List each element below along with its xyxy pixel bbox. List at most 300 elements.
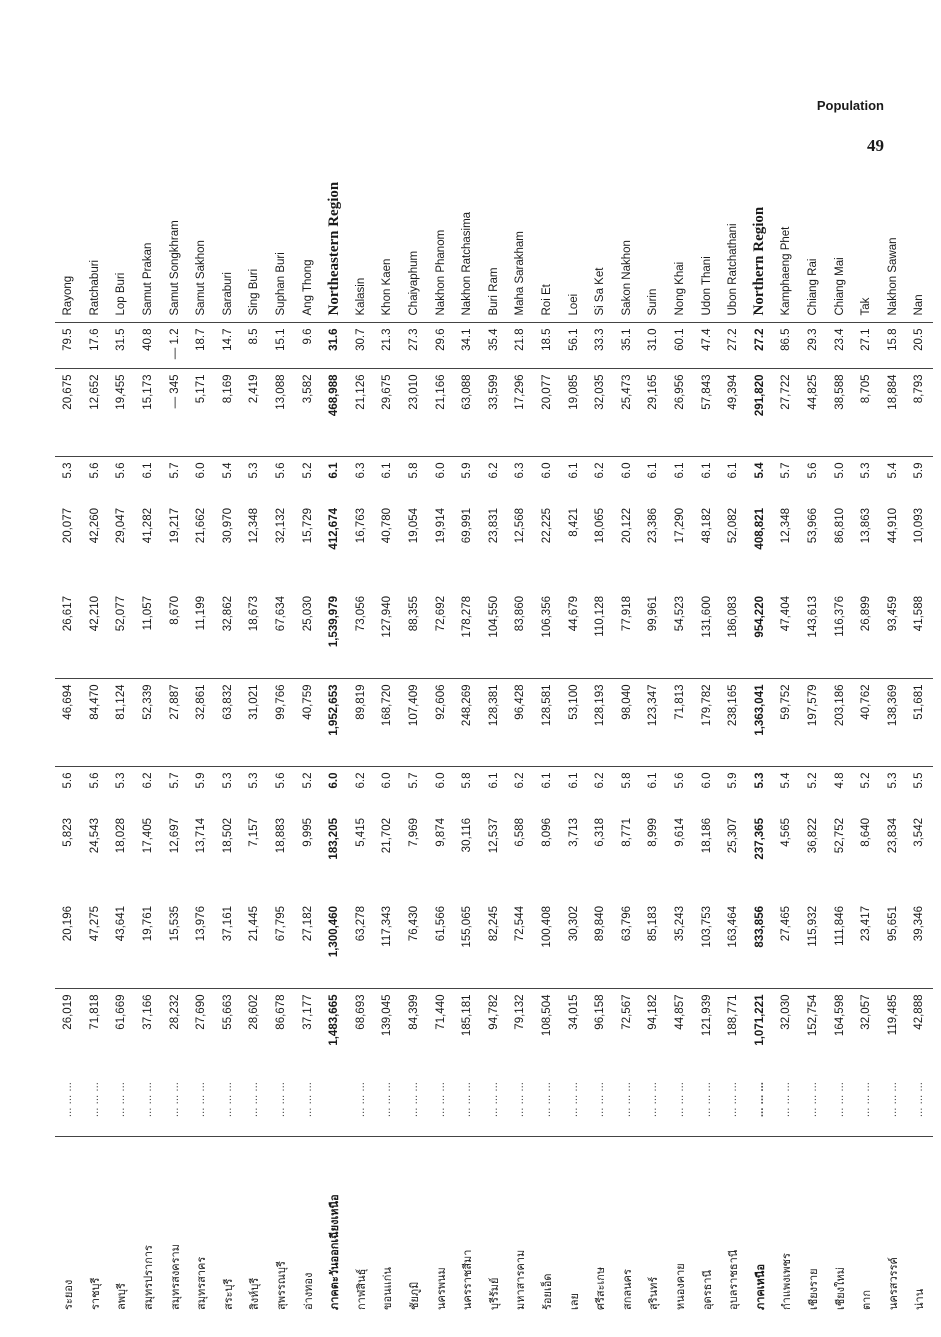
total-1970: 1,363,041	[746, 679, 773, 767]
total-1960: 34,015	[560, 989, 587, 1077]
rural-1960: 155,065	[461, 906, 474, 948]
leader-dots: ... ... ...	[354, 1082, 367, 1118]
total-1960: 86,678	[268, 989, 295, 1077]
table-row	[215, 153, 242, 1315]
table-row	[135, 153, 162, 1315]
rural-1970: 186,083	[727, 596, 740, 638]
rural-1970: 110,128	[594, 596, 607, 637]
table-row	[82, 153, 109, 1315]
change-number: 5,171	[188, 369, 215, 457]
total-1960: 121,939	[693, 989, 720, 1077]
change-number: 17,296	[507, 369, 534, 457]
table-row	[667, 153, 694, 1315]
change-number: 19,455	[108, 369, 135, 457]
household-size-1970: 6.2	[587, 457, 614, 503]
total-1970: 46,694	[55, 679, 82, 767]
change-percent: 27.3	[401, 323, 428, 369]
change-percent: 21.3	[374, 323, 401, 369]
rural-1960: 61,566	[434, 906, 447, 942]
province-name-thai: สุรินทร์	[640, 1137, 667, 1315]
total-1960: 72,567	[613, 989, 640, 1077]
change-number: 63,088	[454, 369, 481, 457]
urban-1970: 69,991	[461, 508, 474, 544]
urban-1960: 17,405	[142, 818, 155, 854]
change-number: 12,652	[82, 369, 109, 457]
leader-dots: ... ... ...	[913, 1082, 926, 1118]
change-number: 25,473	[613, 369, 640, 457]
leader-dots: ... ... ...	[381, 1082, 394, 1118]
change-percent: 18.5	[534, 323, 561, 369]
household-size-1960: 5.7	[401, 767, 428, 813]
province-name-thai: มหาสารคาม	[507, 1137, 534, 1315]
urban-1960: 7,157	[248, 818, 261, 847]
change-percent: 35.4	[481, 323, 508, 369]
province-name-english: Surin	[640, 153, 667, 323]
household-size-1960: 5.3	[108, 767, 135, 813]
household-size-1960: 5.2	[294, 767, 321, 813]
total-1960: 37,177	[294, 989, 321, 1077]
leader-dots: ... ... ...	[434, 1082, 447, 1118]
total-1970: 98,040	[613, 679, 640, 767]
leader-dots: ... ... ...	[620, 1082, 633, 1118]
leader-dots	[321, 1077, 348, 1137]
urban-1970: 19,914	[434, 508, 447, 544]
population-table-frame	[55, 175, 927, 1315]
province-name-thai: ชัยภูมิ	[401, 1137, 428, 1315]
change-number: 18,884	[879, 369, 906, 457]
rural-1970: 8,670	[168, 596, 181, 625]
total-1960: 188,771	[720, 989, 747, 1077]
urban-1970: 44,910	[886, 508, 899, 544]
rural-1960: 13,976	[195, 906, 208, 942]
province-name-thai: อุบลราชธานี	[720, 1137, 747, 1315]
household-size-1970: 6.0	[613, 457, 640, 503]
province-name-english: Samut Songkhram	[161, 153, 188, 323]
urban-1970: 53,966	[806, 508, 819, 544]
rural-1960: 72,544	[514, 906, 527, 942]
household-size-1960: 5.6	[55, 767, 82, 813]
total-1960: 61,669	[108, 989, 135, 1077]
household-size-1960: 6.0	[693, 767, 720, 813]
urban-1960: 8,771	[620, 818, 633, 847]
total-1960: 32,030	[773, 989, 800, 1077]
change-percent: 56.1	[560, 323, 587, 369]
urban-1960: 6,318	[594, 818, 607, 847]
change-percent: 35.1	[613, 323, 640, 369]
change-number: 38,588	[826, 369, 853, 457]
population-table	[55, 153, 933, 1315]
urban-1960: 3,713	[567, 818, 580, 847]
province-name-english: Kamphaeng Phet	[773, 153, 800, 323]
total-1960: 42,888	[906, 989, 933, 1077]
urban-1970: 12,348	[780, 508, 793, 544]
change-number: 26,956	[667, 369, 694, 457]
change-number: 29,165	[640, 369, 667, 457]
rural-1960: 1,300,460	[328, 906, 341, 958]
urban-1960: 13,714	[195, 818, 208, 854]
change-percent: 31.5	[108, 323, 135, 369]
urban-1960: 8,096	[540, 818, 553, 847]
leader-dots: ... ... ...	[567, 1082, 580, 1118]
rural-1960: 111,846	[833, 906, 846, 946]
leader-dots: ... ... ...	[301, 1082, 314, 1118]
table-row	[720, 153, 747, 1315]
household-size-1960: 6.1	[640, 767, 667, 813]
region-row	[746, 153, 773, 1315]
urban-1960: 8,640	[860, 818, 873, 847]
household-size-1960: 5.9	[188, 767, 215, 813]
change-number: 3,582	[294, 369, 321, 457]
household-size-1970: 6.1	[374, 457, 401, 503]
total-1970: 197,579	[800, 679, 827, 767]
household-size-1960: 5.3	[241, 767, 268, 813]
province-name-thai: ภาคเหนือ	[746, 1137, 773, 1315]
total-1970: 59,752	[773, 679, 800, 767]
table-row	[374, 153, 401, 1315]
total-1960: 71,440	[427, 989, 454, 1077]
household-size-1960: 5.3	[879, 767, 906, 813]
change-percent: 34.1	[454, 323, 481, 369]
total-1970: 27,887	[161, 679, 188, 767]
change-percent: 30.7	[348, 323, 375, 369]
province-name-thai: นครราชสีมา	[454, 1137, 481, 1315]
total-1970: 81,124	[108, 679, 135, 767]
total-1960: 1,071,221	[746, 989, 773, 1077]
household-size-1970: 5.3	[241, 457, 268, 503]
total-1970: 179,782	[693, 679, 720, 767]
household-size-1970: 5.4	[879, 457, 906, 503]
total-1960: 68,693	[348, 989, 375, 1077]
province-name-thai: บุรีรัมย์	[481, 1137, 508, 1315]
rural-1960: 82,245	[487, 906, 500, 942]
urban-1970: 19,054	[408, 508, 421, 544]
urban-1960: 21,702	[381, 818, 394, 854]
leader-dots: ... ... ...	[168, 1082, 181, 1118]
province-name-thai: สมุทรสงคราม	[161, 1137, 188, 1315]
urban-1970: 41,282	[142, 508, 155, 544]
rural-1960: 37,161	[221, 906, 234, 942]
change-percent: 23.4	[826, 323, 853, 369]
province-name-thai: อุดรธานี	[693, 1137, 720, 1315]
urban-1970: 30,970	[221, 508, 234, 544]
rural-1970: 1,539,979	[328, 596, 341, 648]
leader-dots: ... ... ...	[195, 1082, 208, 1118]
leader-dots: ... ... ...	[540, 1082, 553, 1118]
total-1960: 108,504	[534, 989, 561, 1077]
rural-1970: 954,220	[753, 596, 766, 638]
total-1960: 94,182	[640, 989, 667, 1077]
urban-1960: 9,995	[301, 818, 314, 847]
rural-1960: 19,761	[142, 906, 155, 942]
rural-1970: 106,356	[540, 596, 553, 638]
province-name-english: Nan	[906, 153, 933, 323]
table-row	[906, 153, 933, 1315]
urban-1960: 7,969	[408, 818, 421, 847]
urban-1960: 5,823	[62, 818, 75, 847]
household-size-1970: 6.1	[321, 457, 348, 503]
urban-1970: 17,290	[673, 508, 686, 544]
change-percent: 31.6	[321, 323, 348, 369]
urban-1970: 19,217	[168, 508, 181, 544]
rural-1960: 30,302	[567, 906, 580, 942]
change-number: 19,085	[560, 369, 587, 457]
urban-1970: 18,065	[594, 508, 607, 544]
urban-1970: 22,225	[540, 508, 553, 544]
table-row	[853, 153, 880, 1315]
rural-1960: 15,535	[168, 906, 181, 942]
urban-1960: 4,565	[780, 818, 793, 847]
urban-1960: 18,502	[221, 818, 234, 854]
leader-dots: ... ... ...	[833, 1082, 846, 1118]
province-name-thai: นครพนม	[427, 1137, 454, 1315]
province-name-english: Buri Ram	[481, 153, 508, 323]
table-row	[294, 153, 321, 1315]
rural-1970: 77,918	[620, 596, 633, 632]
rural-1960: 63,278	[354, 906, 367, 942]
urban-1970: 52,082	[727, 508, 740, 544]
household-size-1970: 5.9	[454, 457, 481, 503]
total-1970: 107,409	[401, 679, 428, 767]
urban-1970: 20,122	[620, 508, 633, 544]
total-1960: 84,399	[401, 989, 428, 1077]
province-name-thai: อ่างทอง	[294, 1137, 321, 1315]
leader-dots: ... ... ...	[248, 1082, 261, 1118]
change-percent: 9.6	[294, 323, 321, 369]
table-row	[268, 153, 295, 1315]
urban-1960: 237,365	[753, 818, 766, 860]
table-row	[454, 153, 481, 1315]
change-number: 20,675	[55, 369, 82, 457]
table-row	[826, 153, 853, 1315]
household-size-1970: 5.3	[55, 457, 82, 503]
province-name-thai: น่าน	[906, 1137, 933, 1315]
total-1960: 94,782	[481, 989, 508, 1077]
table-row	[693, 153, 720, 1315]
urban-1970: 29,047	[115, 508, 128, 544]
household-size-1960: 5.3	[746, 767, 773, 813]
province-name-english: Sing Buri	[241, 153, 268, 323]
urban-1960: 9,614	[673, 818, 686, 847]
change-number: 8,169	[215, 369, 242, 457]
rural-1970: 93,459	[886, 596, 899, 632]
urban-1960: 3,542	[913, 818, 926, 847]
rural-1960: 27,182	[301, 906, 314, 942]
rural-1970: 143,613	[806, 596, 819, 638]
province-name-english: Nakhon Ratchasima	[454, 153, 481, 323]
total-1970: 32,861	[188, 679, 215, 767]
total-1960: 55,663	[215, 989, 242, 1077]
change-percent: 31.0	[640, 323, 667, 369]
rural-1970: 104,550	[487, 596, 500, 638]
section-title: Population	[816, 98, 884, 113]
household-size-1970: 5.7	[773, 457, 800, 503]
table-body	[55, 153, 933, 1315]
province-name-english: Northeastern Region	[321, 153, 348, 323]
household-size-1970: 6.3	[348, 457, 375, 503]
table-row	[587, 153, 614, 1315]
table-row	[560, 153, 587, 1315]
rural-1970: 25,030	[301, 596, 314, 632]
urban-1970: 32,132	[275, 508, 288, 544]
rural-1960: 47,275	[88, 906, 101, 942]
province-name-english: Udon Thani	[693, 153, 720, 323]
rural-1970: 44,679	[567, 596, 580, 632]
leader-dots: ... ... ...	[142, 1082, 155, 1118]
household-size-1960: 6.0	[321, 767, 348, 813]
urban-1970: 8,421	[567, 508, 580, 537]
household-size-1970: 6.2	[481, 457, 508, 503]
total-1960: 119,485	[879, 989, 906, 1077]
change-percent: 60.1	[667, 323, 694, 369]
table-row	[800, 153, 827, 1315]
rural-1970: 54,523	[673, 596, 686, 632]
total-1960: 139,045	[374, 989, 401, 1077]
change-percent: 47.4	[693, 323, 720, 369]
table-row	[879, 153, 906, 1315]
province-name-english: Chiang Rai	[800, 153, 827, 323]
urban-1970: 40,780	[381, 508, 394, 544]
household-size-1960: 6.2	[507, 767, 534, 813]
table-row	[613, 153, 640, 1315]
household-size-1960: 4.8	[826, 767, 853, 813]
urban-1960: 18,186	[700, 818, 713, 854]
table-row	[640, 153, 667, 1315]
household-size-1960: 6.0	[374, 767, 401, 813]
total-1960: 28,602	[241, 989, 268, 1077]
table-row	[108, 153, 135, 1315]
table-row	[241, 153, 268, 1315]
urban-1960: 36,822	[806, 818, 819, 854]
change-percent: 27.2	[746, 323, 773, 369]
rural-1960: 39,346	[913, 906, 926, 942]
change-percent: 8.5	[241, 323, 268, 369]
leader-dots: ... ... ...	[727, 1082, 740, 1118]
urban-1960: 24,543	[88, 818, 101, 854]
leader-dots: ... ... ...	[806, 1082, 819, 1118]
urban-1960: 8,999	[647, 818, 660, 847]
household-size-1960: 5.6	[82, 767, 109, 813]
table-row	[348, 153, 375, 1315]
urban-1960: 12,537	[487, 818, 500, 854]
total-1970: 53,100	[560, 679, 587, 767]
rural-1970: 178,278	[461, 596, 474, 638]
household-size-1970: 5.6	[800, 457, 827, 503]
urban-1960: 12,697	[168, 818, 181, 854]
leader-dots: ... ... ...	[88, 1082, 101, 1118]
province-name-english: Samut Prakan	[135, 153, 162, 323]
total-1970: 1,952,653	[321, 679, 348, 767]
table-row	[55, 153, 82, 1315]
total-1960: 185,181	[454, 989, 481, 1077]
change-percent: 79.5	[55, 323, 82, 369]
household-size-1960: 6.2	[348, 767, 375, 813]
urban-1960: 25,307	[727, 818, 740, 854]
province-name-thai: เลย	[560, 1137, 587, 1315]
household-size-1960: 6.1	[481, 767, 508, 813]
province-name-english: Ratchaburi	[82, 153, 109, 323]
province-name-thai: ศรีสะเกษ	[587, 1137, 614, 1315]
leader-dots: ... ... ...	[115, 1082, 128, 1118]
table-row	[534, 153, 561, 1315]
province-name-thai: สุพรรณบุรี	[268, 1137, 295, 1315]
rural-1970: 73,056	[354, 596, 367, 632]
total-1970: 89,819	[348, 679, 375, 767]
total-1960: 79,132	[507, 989, 534, 1077]
rural-1970: 127,940	[381, 596, 394, 638]
province-name-english: Saraburi	[215, 153, 242, 323]
rural-1960: 20,196	[62, 906, 75, 942]
change-number: 57,843	[693, 369, 720, 457]
rural-1970: 116,376	[833, 596, 846, 637]
table-row	[161, 153, 188, 1315]
leader-dots: ... ... ...	[514, 1082, 527, 1118]
total-1970: 52,339	[135, 679, 162, 767]
change-number: 468,988	[321, 369, 348, 457]
change-percent: 29.6	[427, 323, 454, 369]
household-size-1970: 6.1	[560, 457, 587, 503]
province-name-english: Maha Sarakham	[507, 153, 534, 323]
province-name-thai: กำแพงเพชร	[773, 1137, 800, 1315]
total-1960: 96,158	[587, 989, 614, 1077]
rural-1960: 117,343	[381, 906, 394, 947]
change-percent: 86.5	[773, 323, 800, 369]
household-size-1960: 6.1	[534, 767, 561, 813]
rural-1970: 131,600	[700, 596, 713, 638]
province-name-english: Suphan Buri	[268, 153, 295, 323]
change-number: 32,035	[587, 369, 614, 457]
province-name-english: Chaiyaphum	[401, 153, 428, 323]
household-size-1970: 5.4	[746, 457, 773, 503]
change-percent: 17.6	[82, 323, 109, 369]
province-name-thai: ขอนแก่น	[374, 1137, 401, 1315]
household-size-1960: 5.5	[906, 767, 933, 813]
total-1970: 71,813	[667, 679, 694, 767]
leader-dots: ... ... ...	[860, 1082, 873, 1118]
change-percent: 15.8	[879, 323, 906, 369]
total-1960: 1,483,665	[321, 989, 348, 1077]
change-number: 2,419	[241, 369, 268, 457]
rural-1970: 99,961	[647, 596, 660, 632]
household-size-1960: 6.2	[587, 767, 614, 813]
rural-1960: 95,651	[886, 906, 899, 942]
rural-1960: 76,430	[408, 906, 421, 942]
total-1960: 164,598	[826, 989, 853, 1077]
urban-1970: 408,821	[753, 508, 766, 550]
page-number: 49	[867, 136, 884, 155]
province-name-thai: สมุทรปราการ	[135, 1137, 162, 1315]
change-number: 23,010	[401, 369, 428, 457]
province-name-english: Northern Region	[746, 153, 773, 323]
rural-1960: 115,932	[806, 906, 819, 947]
leader-dots: ... ... ...	[594, 1082, 607, 1118]
change-number: 44,825	[800, 369, 827, 457]
urban-1970: 20,077	[62, 508, 75, 544]
leader-dots: ... ... ...	[461, 1082, 474, 1118]
rural-1970: 32,862	[221, 596, 234, 632]
leader-dots: ... ... ...	[408, 1082, 421, 1118]
total-1970: 63,832	[215, 679, 242, 767]
province-name-english: Chiang Mai	[826, 153, 853, 323]
change-number: 27,722	[773, 369, 800, 457]
leader-dots: ... ... ...	[62, 1082, 75, 1118]
change-percent: 27.2	[720, 323, 747, 369]
urban-1970: 23,831	[487, 508, 500, 544]
rural-1970: 18,673	[248, 596, 261, 632]
household-size-1960: 6.2	[135, 767, 162, 813]
change-number: 20,077	[534, 369, 561, 457]
leader-dots: ... ... ...	[753, 1082, 766, 1118]
total-1970: 238,165	[720, 679, 747, 767]
